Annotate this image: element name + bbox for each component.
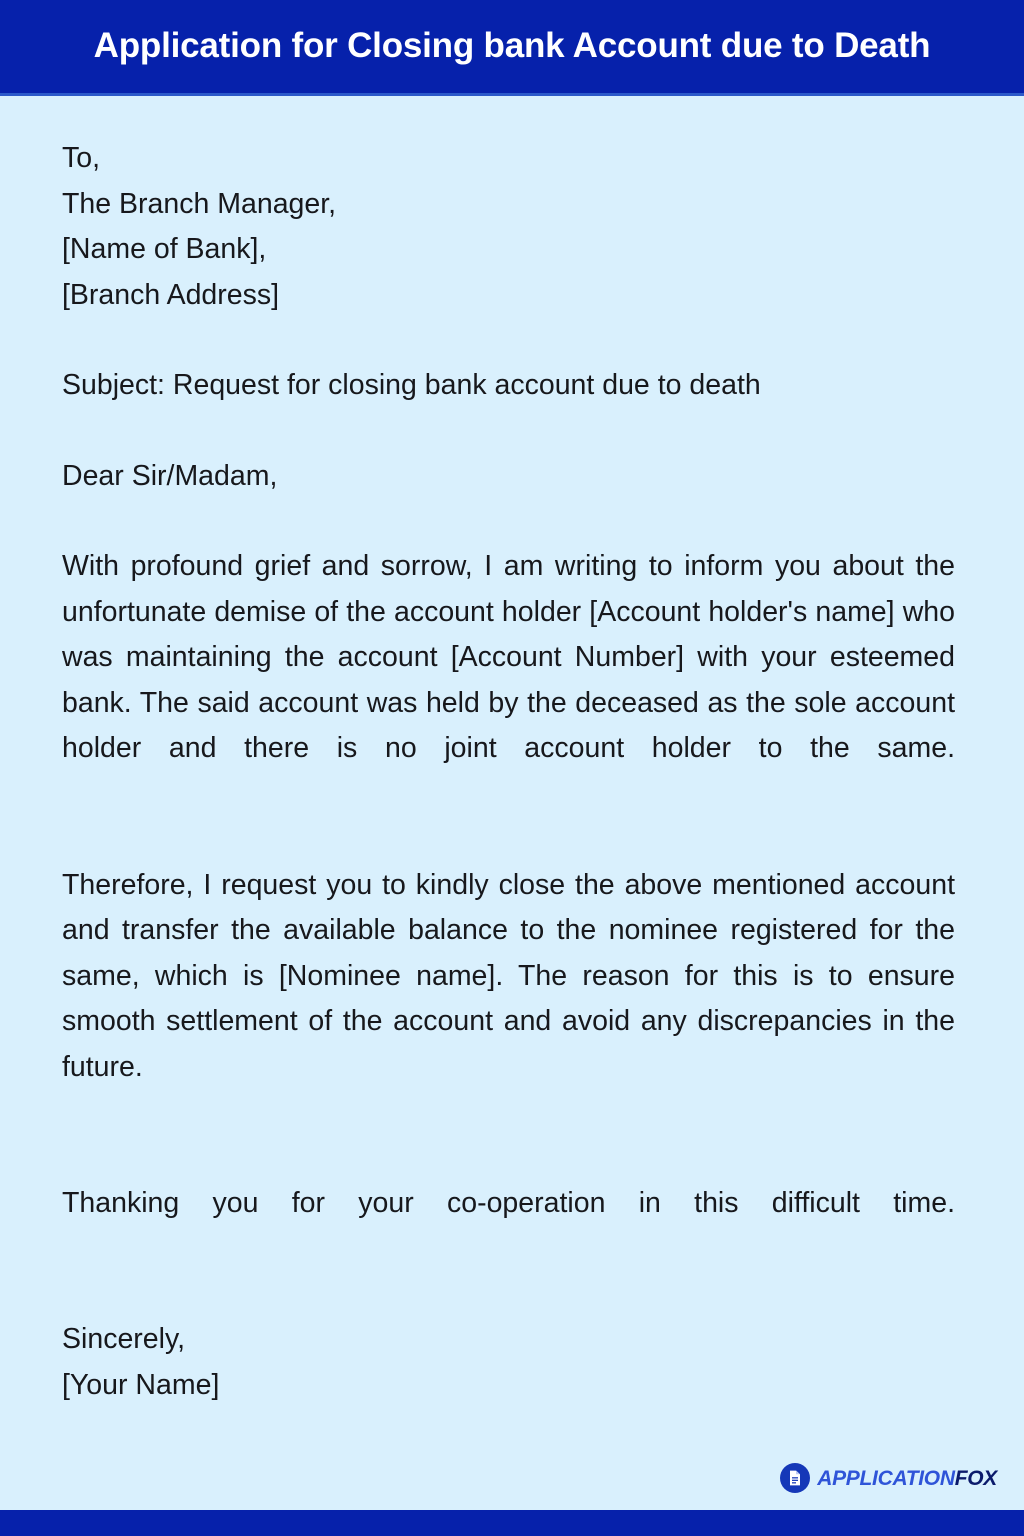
recipient-line: The Branch Manager, [62,187,337,220]
signature-name: [Your Name] [62,1368,220,1401]
body-paragraph-2: Therefore, I request you to kindly close the above mentioned account and transfer the available balance to the nominee registered for the same, which is [Nominee name]. The reason for this is to ensure smooth settlement of the account and avoid any discrepancies in the future. [62,868,955,1083]
document-footer [0,1510,1024,1536]
spacer [62,1272,955,1317]
document-page-icon [780,1463,810,1493]
logo-wordmark [817,1468,997,1489]
recipient-line: [Name of Bank], [62,233,267,265]
document-header [0,0,1024,93]
recipient-line: [Branch Address] [62,278,280,311]
logo-text-primary: APPLICATION [817,1466,955,1490]
subject-line: Subject: Request for closing bank account due to death [62,369,761,401]
closing-salutation: Sincerely, [62,1323,186,1356]
spacer [62,1136,955,1181]
logo-text-secondary: FOX [954,1466,997,1490]
recipient-line: To, [62,142,101,174]
spacer [62,409,955,454]
applicationfox-logo [780,1463,997,1493]
body-paragraph-3: Thanking you for your co-operation in this difficult time. [62,1187,955,1220]
spacer [62,318,955,363]
salutation: Dear Sir/Madam, [62,459,278,492]
letter-body [0,96,1024,1510]
spacer [62,499,955,544]
recipient-block [62,136,955,318]
body-paragraph-1: With profound grief and sorrow, I am writing to inform you about the unfortunate demise of the account holder [Account holder's name] who was maintaining the account [Account Number] with your esteemed bank. The said account was held by the deceased as the sole account holder and there is no joint account holder to the same. [62,550,955,765]
page-title: Application for Closing bank Account due to Death [93,26,931,66]
spacer [62,818,955,863]
closing-block [62,1317,955,1408]
